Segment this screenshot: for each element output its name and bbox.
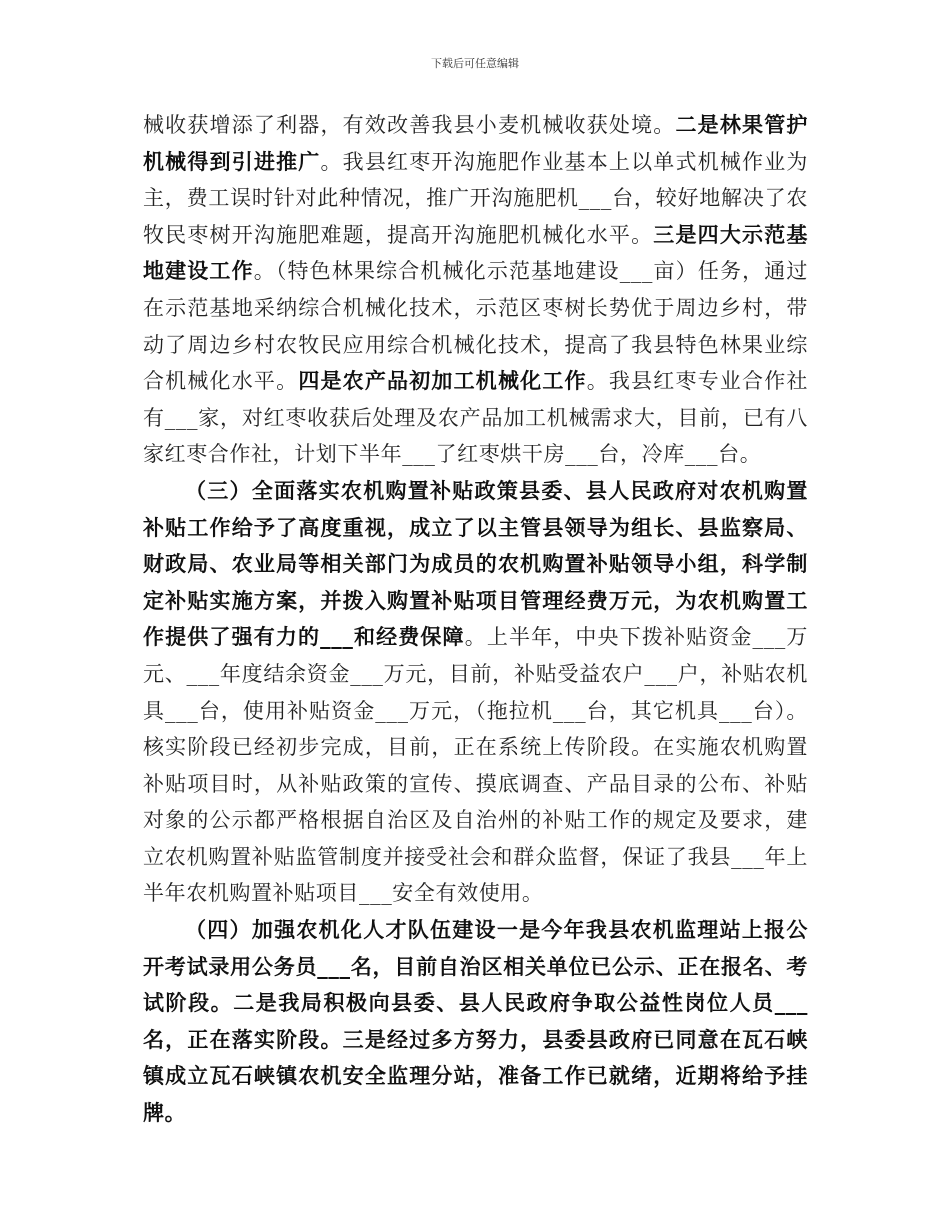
p2-text: 。上半年，中央下拨补贴资金___万元、___年度结余资金___万元，目前，补贴受益农户___户，补贴农机具___台，使用补贴资金___万元，（拖拉机___台，其它机具___台）。核实阶段已经初步完成，目前，正在系统上传阶段。在实施农机购置补贴项目时，从补贴政策的宣传、摸底调查、产品目录的公布、补贴对象的公示都严格根据自治区及自治州的补贴工作的规定及要求，建立农机购置补贴监管制度并接受社会和群众监督，保证了我县___年上半年农机购置补贴项目___安全有效使用。 bbox=[143, 625, 808, 906]
p2-bold-section: （三）全面落实农机购置补贴政策县委、县人民政府对农机购置补贴工作给予了高度重视，成立了以主管县领导为组长、县监察局、财政局、农业局等相关部门为成员的农机购置补贴领导小组，科学制定补贴实施方案，并拨入购置补贴项目管理经费万元，为农机购置工作提供了强有力的___和经费保障 bbox=[143, 477, 808, 650]
p1-bold-heading-3: 三是四大示范基地建设工作 bbox=[143, 221, 808, 284]
p1-text-1: 械收获增添了利器，有效改善我县小麦机械收获处境。 bbox=[143, 113, 676, 137]
p1-bold-heading-2: 二是林果管护机械得到引进推广 bbox=[143, 112, 808, 174]
document-body bbox=[143, 107, 808, 1132]
p1-text-7: 。我县红枣专业合作社有___家，对红枣收获后处理及农产品加工机械需求大，目前，已有八家红枣合作社，计划下半年___了红枣烘干房___台，冷库___台。 bbox=[143, 369, 809, 467]
paragraph-1 bbox=[143, 107, 808, 473]
p1-text-5: 。（特色林果综合机械化示范基地建设___亩）任务，通过在示范基地采纳综合机械化技术，示范区枣树长势优于周边乡村，带动了周边乡村农牧民应用综合机械化技术，提高了我县特色林果业综合机械化水平。 bbox=[143, 259, 809, 394]
p1-text-3: 。我县红枣开沟施肥作业基本上以单式机械作业为主，费工误时针对此种情况，推广开沟施肥机___台，较好地解决了农牧民枣树开沟施肥难题，提高开沟施肥机械化水平。 bbox=[143, 149, 808, 247]
p1-bold-heading-4: 四是农产品初加工机械化工作 bbox=[298, 368, 587, 394]
paragraph-3 bbox=[143, 912, 808, 1132]
paragraph-2 bbox=[143, 473, 808, 912]
p3-bold-section: （四）加强农机化人才队伍建设一是今年我县农机监理站上报公开考试录用公务员___名，目前自治区相关单位已公示、正在报名、考试阶段。二是我局积极向县委、县人民政府争取公益性岗位人员___名，正在落实阶段。三是经过多方努力，县委县政府已同意在瓦石峡镇成立瓦石峡镇农机安全监理分站，准备工作已就绪，近期将给予挂牌。 bbox=[143, 917, 808, 1126]
page-header-note: 下载后可任意编辑 bbox=[431, 57, 519, 70]
